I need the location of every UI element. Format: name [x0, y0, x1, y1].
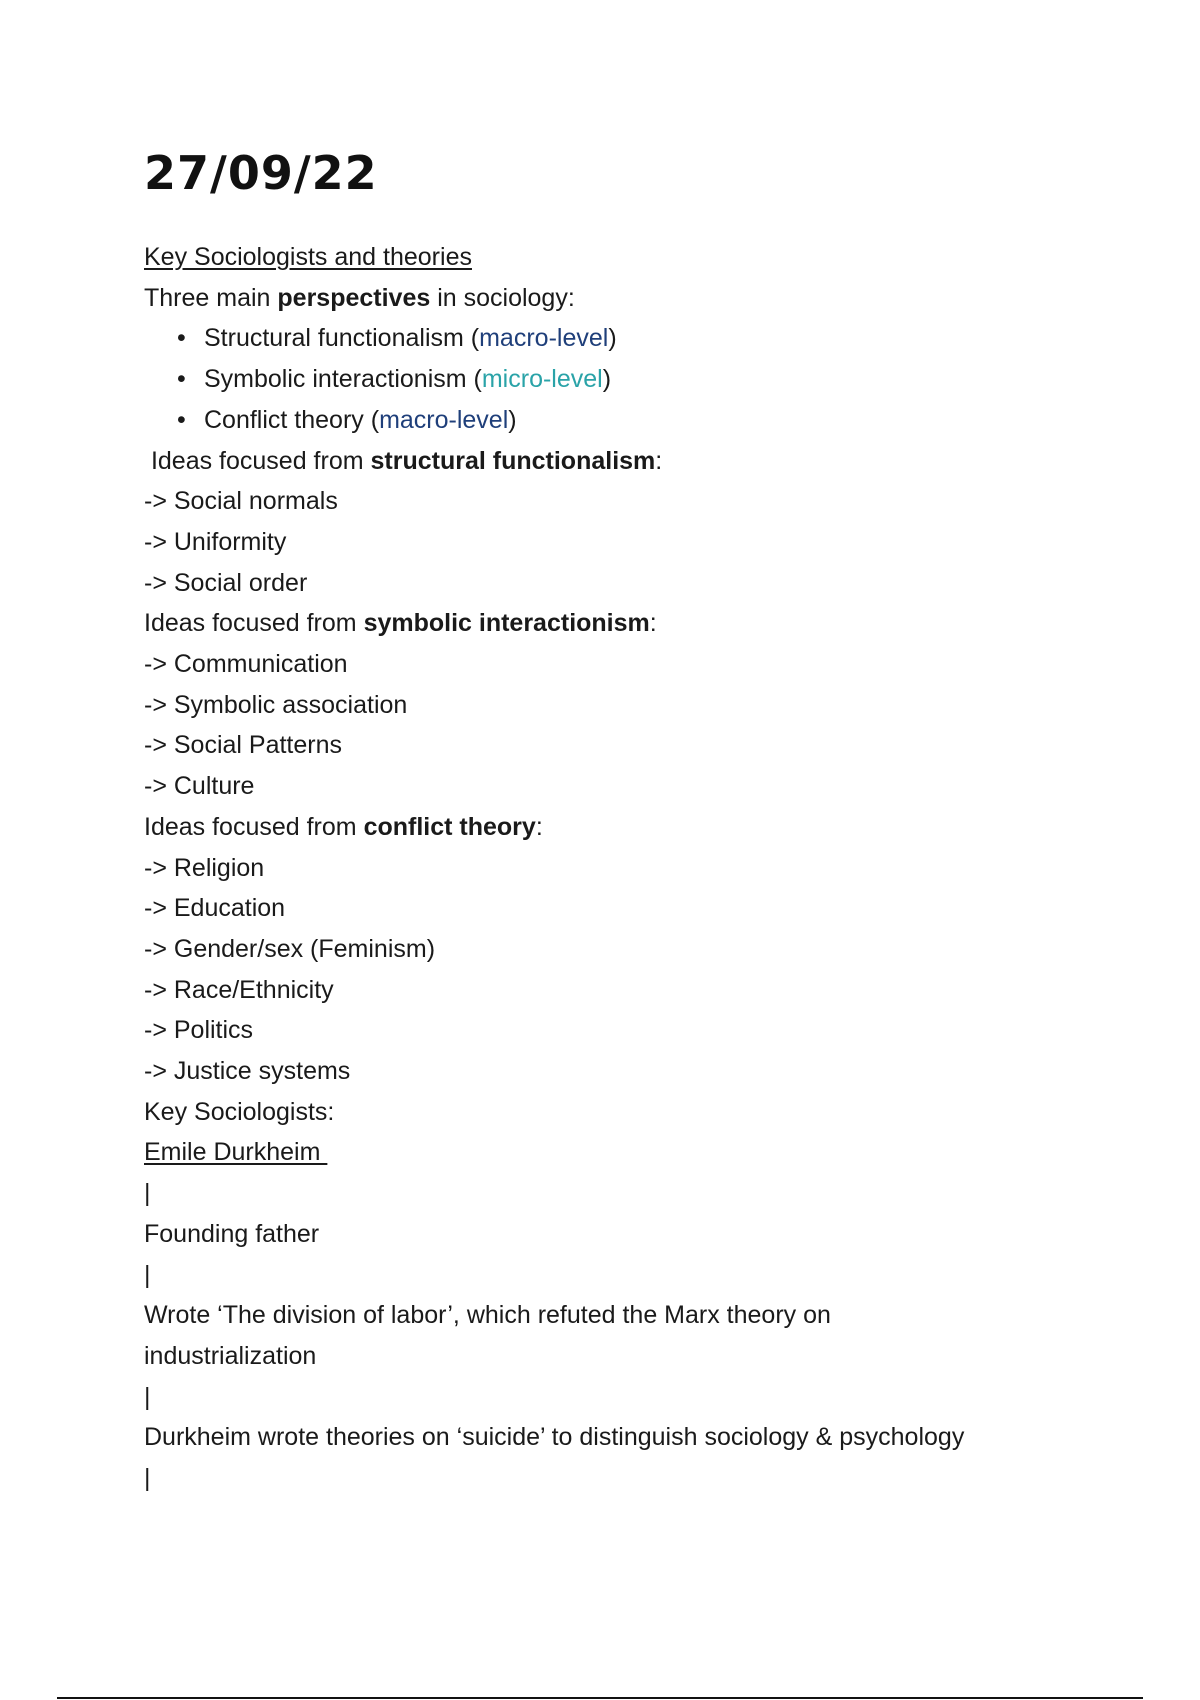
- intro-post: in sociology:: [430, 283, 575, 312]
- list-item: -> Social order: [144, 568, 308, 597]
- fact-line: Wrote ‘The division of labor’, which refuted the Marx theory on industrialization: [144, 1301, 831, 1370]
- list-item: -> Education: [144, 894, 286, 923]
- list-item: -> Communication: [144, 650, 348, 679]
- level-tag: macro-level: [379, 405, 509, 434]
- sociologist-name: Emile Durkheim: [144, 1138, 328, 1167]
- list-item: -> Race/Ethnicity: [144, 975, 334, 1004]
- bullet-icon: •: [177, 405, 186, 434]
- list-item: -> Politics: [144, 1016, 254, 1045]
- fact-line: Durkheim wrote theories on ‘suicide’ to distinguish sociology & psychology: [144, 1423, 965, 1452]
- list-item: -> Symbolic association: [144, 690, 408, 719]
- bullet-icon: •: [177, 365, 186, 394]
- list-item: -> Gender/sex (Feminism): [144, 934, 436, 963]
- note-page: [144, 145, 1104, 1499]
- list-item: -> Religion: [144, 853, 265, 882]
- intro-line: [144, 278, 1104, 319]
- list-item: -> Social normals: [144, 487, 338, 516]
- separator: |: [144, 1260, 151, 1289]
- separator: |: [144, 1382, 151, 1411]
- fact-line: Founding father: [144, 1219, 320, 1248]
- list-item: • Symbolic interactionism (micro-level): [144, 359, 1104, 400]
- key-sociologists-label: Key Sociologists:: [144, 1097, 335, 1126]
- list-item: -> Uniformity: [144, 527, 287, 556]
- perspectives-list: [144, 318, 1104, 440]
- level-tag: macro-level: [479, 324, 609, 353]
- section-symbolic-heading: Ideas focused from symbolic interactionism:: [144, 609, 657, 638]
- list-item: -> Social Patterns: [144, 731, 343, 760]
- list-item: -> Culture: [144, 772, 255, 801]
- separator: |: [144, 1464, 151, 1493]
- bullet-icon: •: [177, 324, 186, 353]
- level-tag: micro-level: [481, 365, 603, 394]
- section-conflict-heading: Ideas focused from conflict theory:: [144, 812, 543, 841]
- separator: |: [144, 1179, 151, 1208]
- intro-pre: Three main: [144, 283, 278, 312]
- section-structural-heading: Ideas focused from structural functionalism:: [144, 446, 663, 475]
- page-title-date: 27/09/22: [144, 146, 378, 200]
- list-item: • Conflict theory (macro-level): [144, 400, 1104, 441]
- list-item: • Structural functionalism (macro-level): [144, 318, 1104, 359]
- intro-bold: perspectives: [277, 283, 431, 312]
- section-heading: Key Sociologists and theories: [144, 243, 472, 271]
- list-item: -> Justice systems: [144, 1057, 351, 1086]
- bottom-divider: [57, 1697, 1143, 1699]
